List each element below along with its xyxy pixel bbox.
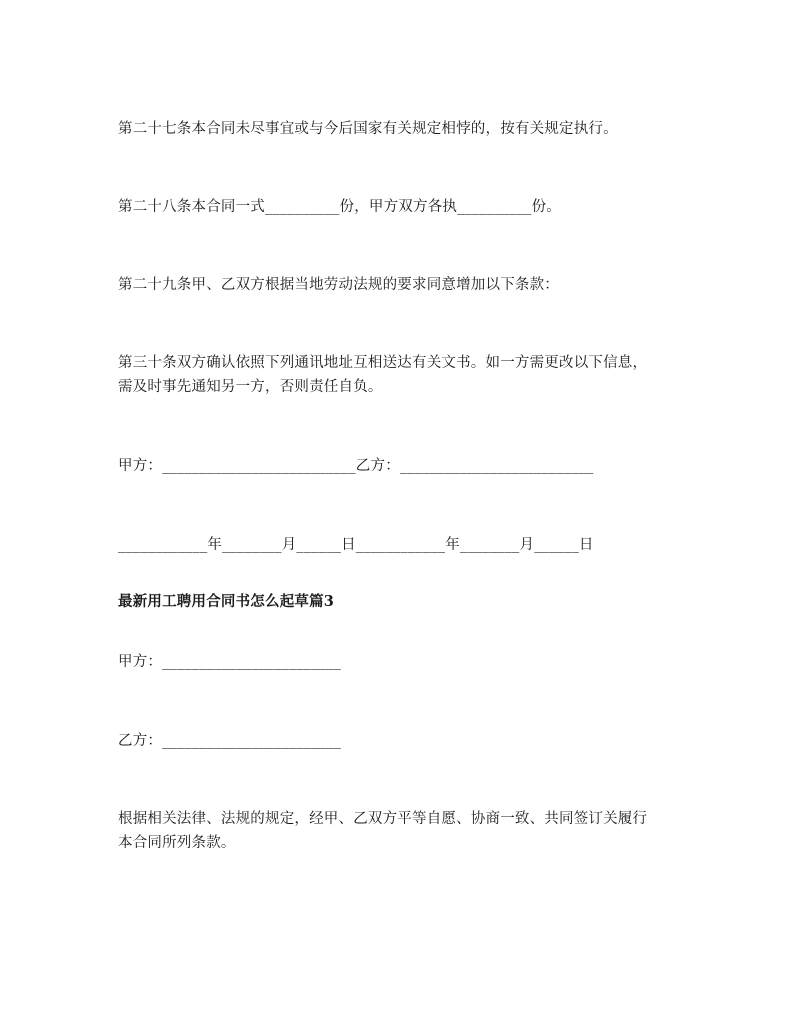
- section-3-heading: 最新用工聘用合同书怎么起草篇3: [118, 593, 335, 610]
- article-27: 第二十七条本合同未尽事宜或与今后国家有关规定相悖的，按有关规定执行。: [118, 121, 618, 137]
- article-28: 第二十八条本合同一式__________份，甲方双方各执__________份。: [118, 199, 561, 215]
- party-a-field: 甲方：________________________: [118, 654, 341, 670]
- signature-dates: ____________年________月______日____________年________月______日: [118, 537, 594, 553]
- article-30-line-1: 第三十条双方确认依照下列通讯地址互相送达有关文书。如一方需更改以下信息，: [118, 355, 648, 371]
- article-30-line-2: 需及时事先通知另一方，否则责任自负。: [118, 379, 383, 395]
- article-29: 第二十九条甲、乙双方根据当地劳动法规的要求同意增加以下条款：: [118, 277, 559, 293]
- party-b-field: 乙方：________________________: [118, 733, 341, 749]
- signature-parties: 甲方：__________________________乙方：__________________________: [118, 458, 594, 474]
- intro-line-2: 本合同所列条款。: [118, 835, 236, 851]
- intro-line-1: 根据相关法律、法规的规定，经甲、乙双方平等自愿、协商一致、共同签订关履行: [118, 811, 648, 827]
